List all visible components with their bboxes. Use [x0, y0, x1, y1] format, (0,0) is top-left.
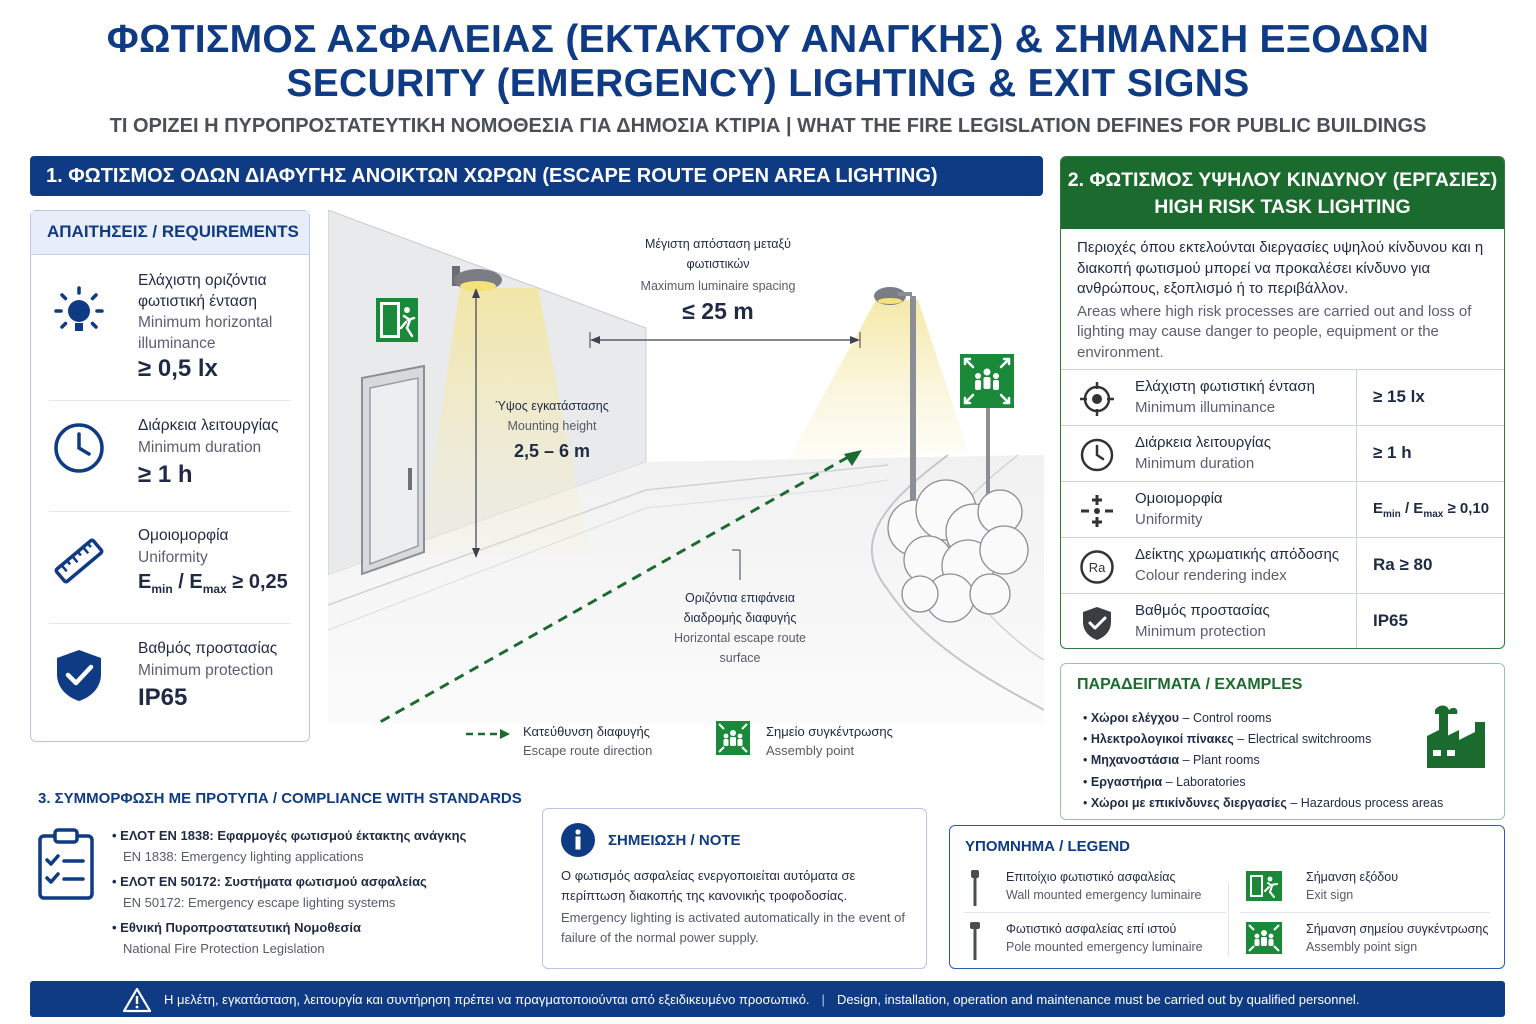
requirements-title: ΑΠΑΙΤΗΣΕΙΣ / REQUIREMENTS	[31, 211, 309, 255]
requirement-label-greek: Διάρκεια λειτουργίας	[138, 417, 279, 434]
subtitle: ΤΙ ΟΡΙΖΕΙ Η ΠΥΡΟΠΡΟΣΤΑΤΕΥΤΙΚΗ ΝΟΜΟΘΕΣΙΑ ΓΙΑ ΔΗΜΟΣΙΑ ΚΤΙΡΙΑ | WHAT THE FIRE LEGISLATION DEFINES FOR PUBLIC BUILDINGS	[109, 115, 1427, 137]
row-label-greek: Ελάχιστη φωτιστική ένταση	[1135, 378, 1316, 395]
section-3-title: 3. ΣΥΜΜΟΡΦΩΣΗ ΜΕ ΠΡΟΤΥΠΑ / COMPLIANCE WITH STANDARDS	[38, 790, 522, 807]
examples-list	[1083, 708, 1443, 814]
row-label-english: Colour rendering index	[1135, 567, 1287, 584]
note-text-english: Emergency lighting is activated automatically in the event of failure of the normal power supply.	[561, 910, 905, 945]
legend-assembly-point	[766, 722, 893, 760]
divider	[49, 511, 291, 512]
row-label-english: Uniformity	[1135, 511, 1203, 528]
legend-panel	[949, 825, 1505, 969]
spacing-label-english: Maximum luminaire spacing	[640, 279, 796, 293]
target-icon	[1079, 381, 1115, 417]
legend-assembly-gr: Σημείο συγκέντρωσης	[766, 724, 893, 739]
surface-label-greek: Οριζόντια επιφάνεια διαδρομής διαφυγής	[683, 591, 797, 625]
requirement-protection	[31, 635, 309, 730]
divider	[1356, 594, 1357, 649]
legend-pole-luminaire: Φωτιστικό ασφαλείας επί ιστού Pole mounted emergency luminaire	[1006, 922, 1203, 954]
requirement-value: $E_{min} / E_{max} \ge 0,25$	[138, 571, 288, 596]
requirement-illuminance	[31, 265, 309, 390]
legend-assembly-sign: Σήμανση σημείου συγκέντρωσης Assembly point sign	[1306, 922, 1489, 954]
row-value: ≥ 1 h	[1373, 443, 1412, 462]
footer-banner	[30, 981, 1505, 1017]
warning-icon	[122, 987, 152, 1013]
list-item: • Χώροι με επικίνδυνες διεργασίες – Hazardous process areas	[1083, 795, 1444, 810]
ra-icon	[1079, 549, 1115, 585]
row-label-greek: Διάρκεια λειτουργίας	[1135, 434, 1271, 451]
height-annotation	[484, 396, 620, 466]
legend-exit-sign: Σήμανση εξόδου Exit sign	[1306, 870, 1399, 902]
row-label-greek: Ομοιομορφία	[1135, 490, 1223, 507]
shield-check-icon	[51, 647, 107, 703]
requirement-duration	[31, 411, 309, 501]
ruler-icon	[51, 533, 107, 589]
exit-sign-icon	[1246, 871, 1282, 901]
legend-wall-luminaire: Επιτοίχιο φωτιστικό ασφαλείας Wall mounted emergency luminaire	[1006, 870, 1202, 902]
list-item: • Ηλεκτρολογικοί πίνακες – Electrical switchrooms	[1083, 732, 1372, 747]
requirement-label-greek: Ελάχιστη οριζόντια φωτιστική ένταση	[138, 272, 267, 310]
high-risk-row-uniformity	[1061, 481, 1504, 537]
clock-icon	[51, 420, 107, 476]
description-greek: Περιοχές όπου εκτελούνται διεργασίες υψηλού κίνδυνου και η διακοπή φωτισμού μπορεί να προκαλέσει κίνδυνο για ανθρώπους, εξοπλισμό ή το περιβάλλον.	[1077, 239, 1484, 297]
divider	[1356, 426, 1357, 482]
footer-text-english: Design, installation, operation and maintenance must be carried out by qualified personnel.	[836, 991, 1360, 1007]
legend-escape-direction	[523, 722, 652, 760]
divider	[1356, 370, 1357, 426]
divider	[49, 400, 291, 401]
section-2-title-greek: 2. ΦΩΤΙΣΜΟΣ ΥΨΗΛΟΥ ΚΙΝΔΥΝΟΥ (ΕΡΓΑΣΙΕΣ)	[1067, 169, 1498, 191]
section-2-header	[1061, 157, 1504, 229]
section-1-title: 1. ΦΩΤΙΣΜΟΣ ΟΔΩΝ ΔΙΑΦΥΓΗΣ ΑΝΟΙΚΤΩΝ ΧΩΡΩΝ (ESCAPE ROUTE OPEN AREA LIGHTING)	[46, 164, 938, 187]
row-value: IP65	[1373, 611, 1408, 630]
surface-label-english: Horizontal escape route surface	[673, 631, 807, 665]
main-title-english: SECURITY (EMERGENCY) LIGHTING & EXIT SIGNS	[286, 62, 1250, 105]
spacing-value: ≤ 25 m	[682, 298, 754, 324]
list-item: • ΕΛΟΤ EN 1838: Εφαρμογές φωτισμού έκτακτης ανάγκης EN 1838: Emergency lighting applications	[112, 828, 467, 864]
requirement-label-greek: Ομοιομορφία	[138, 527, 229, 544]
divider	[1356, 538, 1357, 594]
divider	[1240, 912, 1490, 913]
high-risk-row-illuminance	[1061, 369, 1504, 425]
list-item: • Μηχανοστάσια – Plant rooms	[1083, 753, 1260, 768]
legend-assembly-en: Assembly point	[766, 743, 855, 758]
standards-list	[112, 826, 466, 964]
escape-route-illustration	[328, 210, 1044, 724]
svg-text:Ra: Ra	[1088, 560, 1106, 575]
divider	[49, 623, 291, 624]
high-risk-row-protection	[1061, 593, 1504, 649]
footer-text-greek: Η μελέτη, εγκατάσταση, λειτουργία και συντήρηση πρέπει να πραγματοποιούνται από εξειδικευμένο προσωπικό.	[164, 991, 810, 1007]
row-label-greek: Δείκτης χρωματικής απόδοσης	[1135, 546, 1340, 563]
row-value: Ra ≥ 80	[1373, 555, 1433, 574]
requirement-label-english: Minimum duration	[138, 439, 262, 456]
legend-title: ΥΠΟΜΝΗΜΑ / LEGEND	[965, 838, 1130, 855]
spacing-annotation	[578, 234, 858, 326]
note-title: ΣΗΜΕΙΩΣΗ / NOTE	[608, 832, 741, 849]
height-label-english: Mounting height	[507, 419, 597, 433]
high-risk-row-colour-rendering	[1061, 537, 1504, 593]
list-item: • ΕΛΟΤ EN 50172: Συστήματα φωτισμού ασφαλείας EN 50172: Emergency escape lighting systems	[112, 874, 427, 910]
factory-icon	[1425, 702, 1487, 768]
requirement-uniformity	[31, 523, 309, 613]
row-label-english: Minimum protection	[1135, 623, 1266, 640]
sun-icon	[51, 285, 107, 341]
list-item: • Εργαστήρια – Laboratories	[1083, 774, 1246, 789]
high-risk-row-duration	[1061, 425, 1504, 481]
info-icon	[561, 823, 595, 857]
requirement-value: ≥ 1 h	[138, 461, 193, 488]
description-english: Areas where high risk processes are carried out and loss of lighting may cause danger to people, equipment or the environment.	[1077, 302, 1472, 361]
note-panel	[542, 808, 927, 969]
high-risk-description	[1061, 229, 1504, 363]
requirement-label-english: Uniformity	[138, 549, 208, 566]
divider	[964, 912, 1226, 913]
requirement-label-english: Minimum horizontal illuminance	[138, 314, 273, 352]
list-item: • Εθνική Πυροπροστατευτική Νομοθεσία National Fire Protection Legislation	[112, 920, 362, 956]
note-text-greek: Ο φωτισμός ασφαλείας ενεργοποιείται αυτόματα σε περίπτωση διακοπής της κανονικής τροφοδοσίας.	[561, 868, 856, 903]
row-value: ≥ 15 lx	[1373, 387, 1425, 406]
legend-escape-en: Escape route direction	[523, 743, 653, 758]
dashed-arrow-icon	[464, 726, 512, 742]
assembly-point-icon	[716, 721, 750, 755]
row-label-english: Minimum duration	[1135, 455, 1255, 472]
shield-check-icon	[1079, 605, 1115, 641]
requirement-label-greek: Βαθμός προστασίας	[138, 640, 278, 657]
divider	[1228, 882, 1229, 956]
high-risk-panel	[1060, 156, 1505, 649]
examples-panel	[1060, 663, 1505, 820]
footer-separator: |	[821, 991, 825, 1007]
examples-title: ΠΑΡΑΔΕΙΓΜΑΤΑ / EXAMPLES	[1077, 676, 1303, 693]
requirement-value: IP65	[138, 684, 188, 711]
spacing-label-greek: Μέγιστη απόσταση μεταξύ φωτιστικών	[645, 237, 791, 271]
assembly-sign-icon	[1246, 922, 1282, 954]
row-label-greek: Βαθμός προστασίας	[1135, 602, 1270, 619]
row-label-english: Minimum illuminance	[1135, 399, 1276, 416]
height-value: 2,5 – 6 m	[513, 441, 591, 461]
checklist-icon	[37, 828, 95, 900]
height-label-greek: Ύψος εγκατάστασης	[495, 399, 609, 413]
section-2-title-english: HIGH RISK TASK LIGHTING	[1154, 196, 1411, 218]
section-1-header	[30, 156, 1043, 196]
row-value: $E_{min} / E_{max} \ge 0,10$	[1373, 500, 1490, 520]
clock-icon	[1079, 437, 1115, 473]
requirements-panel	[30, 210, 310, 742]
main-title-greek: ΦΩΤΙΣΜΟΣ ΑΣΦΑΛΕΙΑΣ (ΕΚΤΑΚΤΟΥ ΑΝΑΓΚΗΣ) & ΣΗΜΑΝΣΗ ΕΞΟΔΩΝ	[106, 18, 1430, 61]
legend-escape-gr: Κατεύθυνση διαφυγής	[523, 724, 650, 739]
list-item: • Χώροι ελέγχου – Control rooms	[1083, 711, 1272, 725]
surface-annotation	[662, 588, 818, 668]
requirement-value: ≥ 0,5 lx	[138, 355, 218, 382]
requirement-label-english: Minimum protection	[138, 662, 274, 679]
divider	[1356, 482, 1357, 538]
pole-luminaire-icon	[968, 920, 982, 960]
uniformity-icon	[1079, 493, 1115, 529]
wall-luminaire-icon	[968, 868, 982, 906]
